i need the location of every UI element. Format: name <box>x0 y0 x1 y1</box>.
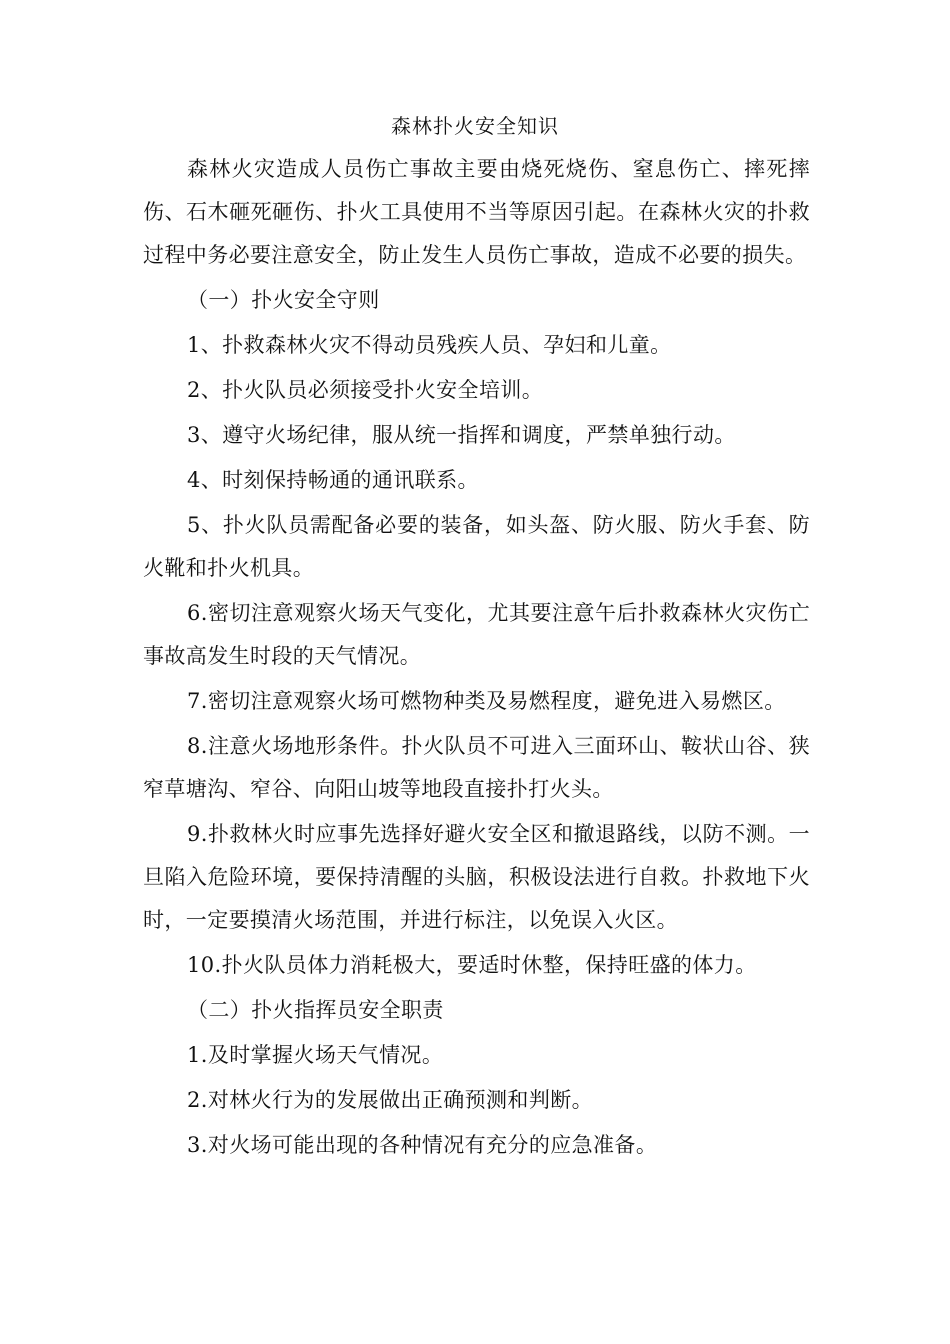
document-title: 森林扑火安全知识 <box>391 114 559 138</box>
rule-item-2: 2、扑火队员必须接受扑火安全培训。 <box>187 378 544 402</box>
duty-item-2: 2.对林火行为的发展做出正确预测和判断。 <box>187 1088 594 1112</box>
rule-item-9: 9.扑救林火时应事先选择好避火安全区和撤退路线，以防不测。一旦陷入危险环境，要保持清醒的头脑，积极设法进行自救。扑救地下火时，一定要摸清火场范围，并进行标注，以免误入火区。 <box>143 822 810 932</box>
rule-item-8: 8.注意火场地形条件。扑火队员不可进入三面环山、鞍状山谷、狭窄草塘沟、窄谷、向阳山坡等地段直接扑打火头。 <box>143 734 810 801</box>
document-body <box>143 148 810 1169</box>
section-heading-2: （二）扑火指挥员安全职责 <box>187 998 444 1022</box>
duty-item-1: 1.及时掌握火场天气情况。 <box>187 1043 444 1067</box>
rule-item-7: 7.密切注意观察火场可燃物种类及易燃程度，避免进入易燃区。 <box>187 689 786 713</box>
rule-item-1: 1、扑救森林火灾不得动员残疾人员、孕妇和儿童。 <box>187 333 672 357</box>
rule-item-10: 10.扑火队员体力消耗极大，要适时休整，保持旺盛的体力。 <box>187 953 757 977</box>
section-heading-1: （一）扑火安全守则 <box>187 288 380 312</box>
intro-paragraph: 森林火灾造成人员伤亡事故主要由烧死烧伤、窒息伤亡、摔死摔伤、石木砸死砸伤、扑火工具使用不当等原因引起。在森林火灾的扑救过程中务必要注意安全，防止发生人员伤亡事故，造成不必要的损失。 <box>143 157 810 267</box>
duty-item-3: 3.对火场可能出现的各种情况有充分的应急准备。 <box>187 1133 658 1157</box>
rule-item-4: 4、时刻保持畅通的通讯联系。 <box>187 468 479 492</box>
rule-item-6: 6.密切注意观察火场天气变化，尤其要注意午后扑救森林火灾伤亡事故高发生时段的天气情况。 <box>143 601 810 668</box>
rule-item-3: 3、遵守火场纪律，服从统一指挥和调度，严禁单独行动。 <box>187 423 736 447</box>
rule-item-5: 5、扑火队员需配备必要的装备，如头盔、防火服、防火手套、防火靴和扑火机具。 <box>143 513 810 580</box>
